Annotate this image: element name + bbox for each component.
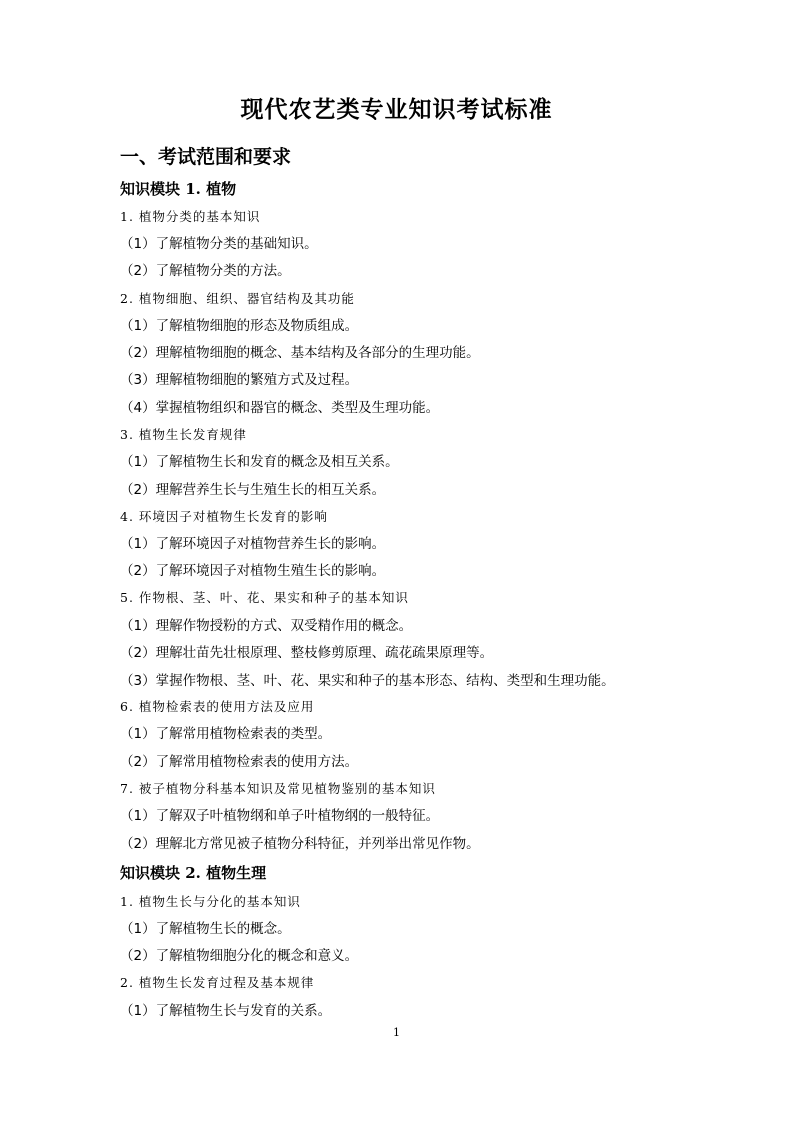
page-number: 1: [393, 1026, 400, 1039]
document-title: 现代农艺类专业知识考试标准: [240, 97, 553, 123]
topic-heading: 4. 环境因子对植物生长发育的影响: [120, 509, 328, 524]
list-item: （3）理解植物细胞的繁殖方式及过程。: [120, 372, 359, 388]
list-item: （2）理解北方常见被子植物分科特征，并列举出常见作物。: [120, 836, 480, 852]
list-item: （2）理解营养生长与生殖生长的相互关系。: [120, 482, 386, 498]
list-item: （1）理解作物授粉的方式、双受精作用的概念。: [120, 618, 413, 634]
list-item: （2）了解植物分类的方法。: [120, 263, 291, 279]
list-item: （1）了解常用植物检索表的类型。: [120, 726, 332, 742]
topic-heading: 7. 被子植物分科基本知识及常见植物鉴别的基本知识: [120, 781, 436, 796]
topic-heading: 3. 植物生长发育规律: [120, 427, 247, 442]
module-heading: 知识模块 2. 植物生理: [120, 864, 267, 882]
topic-heading: 5. 作物根、茎、叶、花、果实和种子的基本知识: [120, 590, 409, 605]
section-heading: 一、考试范围和要求: [120, 146, 292, 168]
topic-heading: 6. 植物检索表的使用方法及应用: [120, 699, 315, 714]
list-item: （2）了解植物细胞分化的概念和意义。: [120, 948, 359, 964]
list-item: （1）了解植物生长的概念。: [120, 921, 291, 937]
topic-heading: 2. 植物生长发育过程及基本规律: [120, 975, 315, 990]
list-item: （2）了解环境因子对植物生殖生长的影响。: [120, 563, 386, 579]
list-item: （2）理解植物细胞的概念、基本结构及各部分的生理功能。: [120, 345, 480, 361]
topic-heading: 1. 植物生长与分化的基本知识: [120, 894, 301, 909]
topic-heading: 2. 植物细胞、组织、器官结构及其功能: [120, 291, 355, 306]
list-item: （4）掌握植物组织和器官的概念、类型及生理功能。: [120, 400, 440, 416]
list-item: （3）掌握作物根、茎、叶、花、果实和种子的基本形态、结构、类型和生理功能。: [120, 673, 615, 689]
list-item: （2）理解壮苗先壮根原理、整枝修剪原理、疏花疏果原理等。: [120, 645, 494, 661]
list-item: （1）了解环境因子对植物营养生长的影响。: [120, 536, 386, 552]
list-item: （2）了解常用植物检索表的使用方法。: [120, 754, 359, 770]
list-item: （1）了解植物分类的基础知识。: [120, 236, 318, 252]
list-item: （1）了解植物生长与发育的关系。: [120, 1003, 332, 1019]
list-item: （1）了解植物生长和发育的概念及相互关系。: [120, 454, 399, 470]
topic-heading: 1. 植物分类的基本知识: [120, 209, 261, 224]
list-item: （1）了解双子叶植物纲和单子叶植物纲的一般特征。: [120, 808, 440, 824]
module-heading: 知识模块 1. 植物: [120, 180, 237, 198]
list-item: （1）了解植物细胞的形态及物质组成。: [120, 318, 359, 334]
